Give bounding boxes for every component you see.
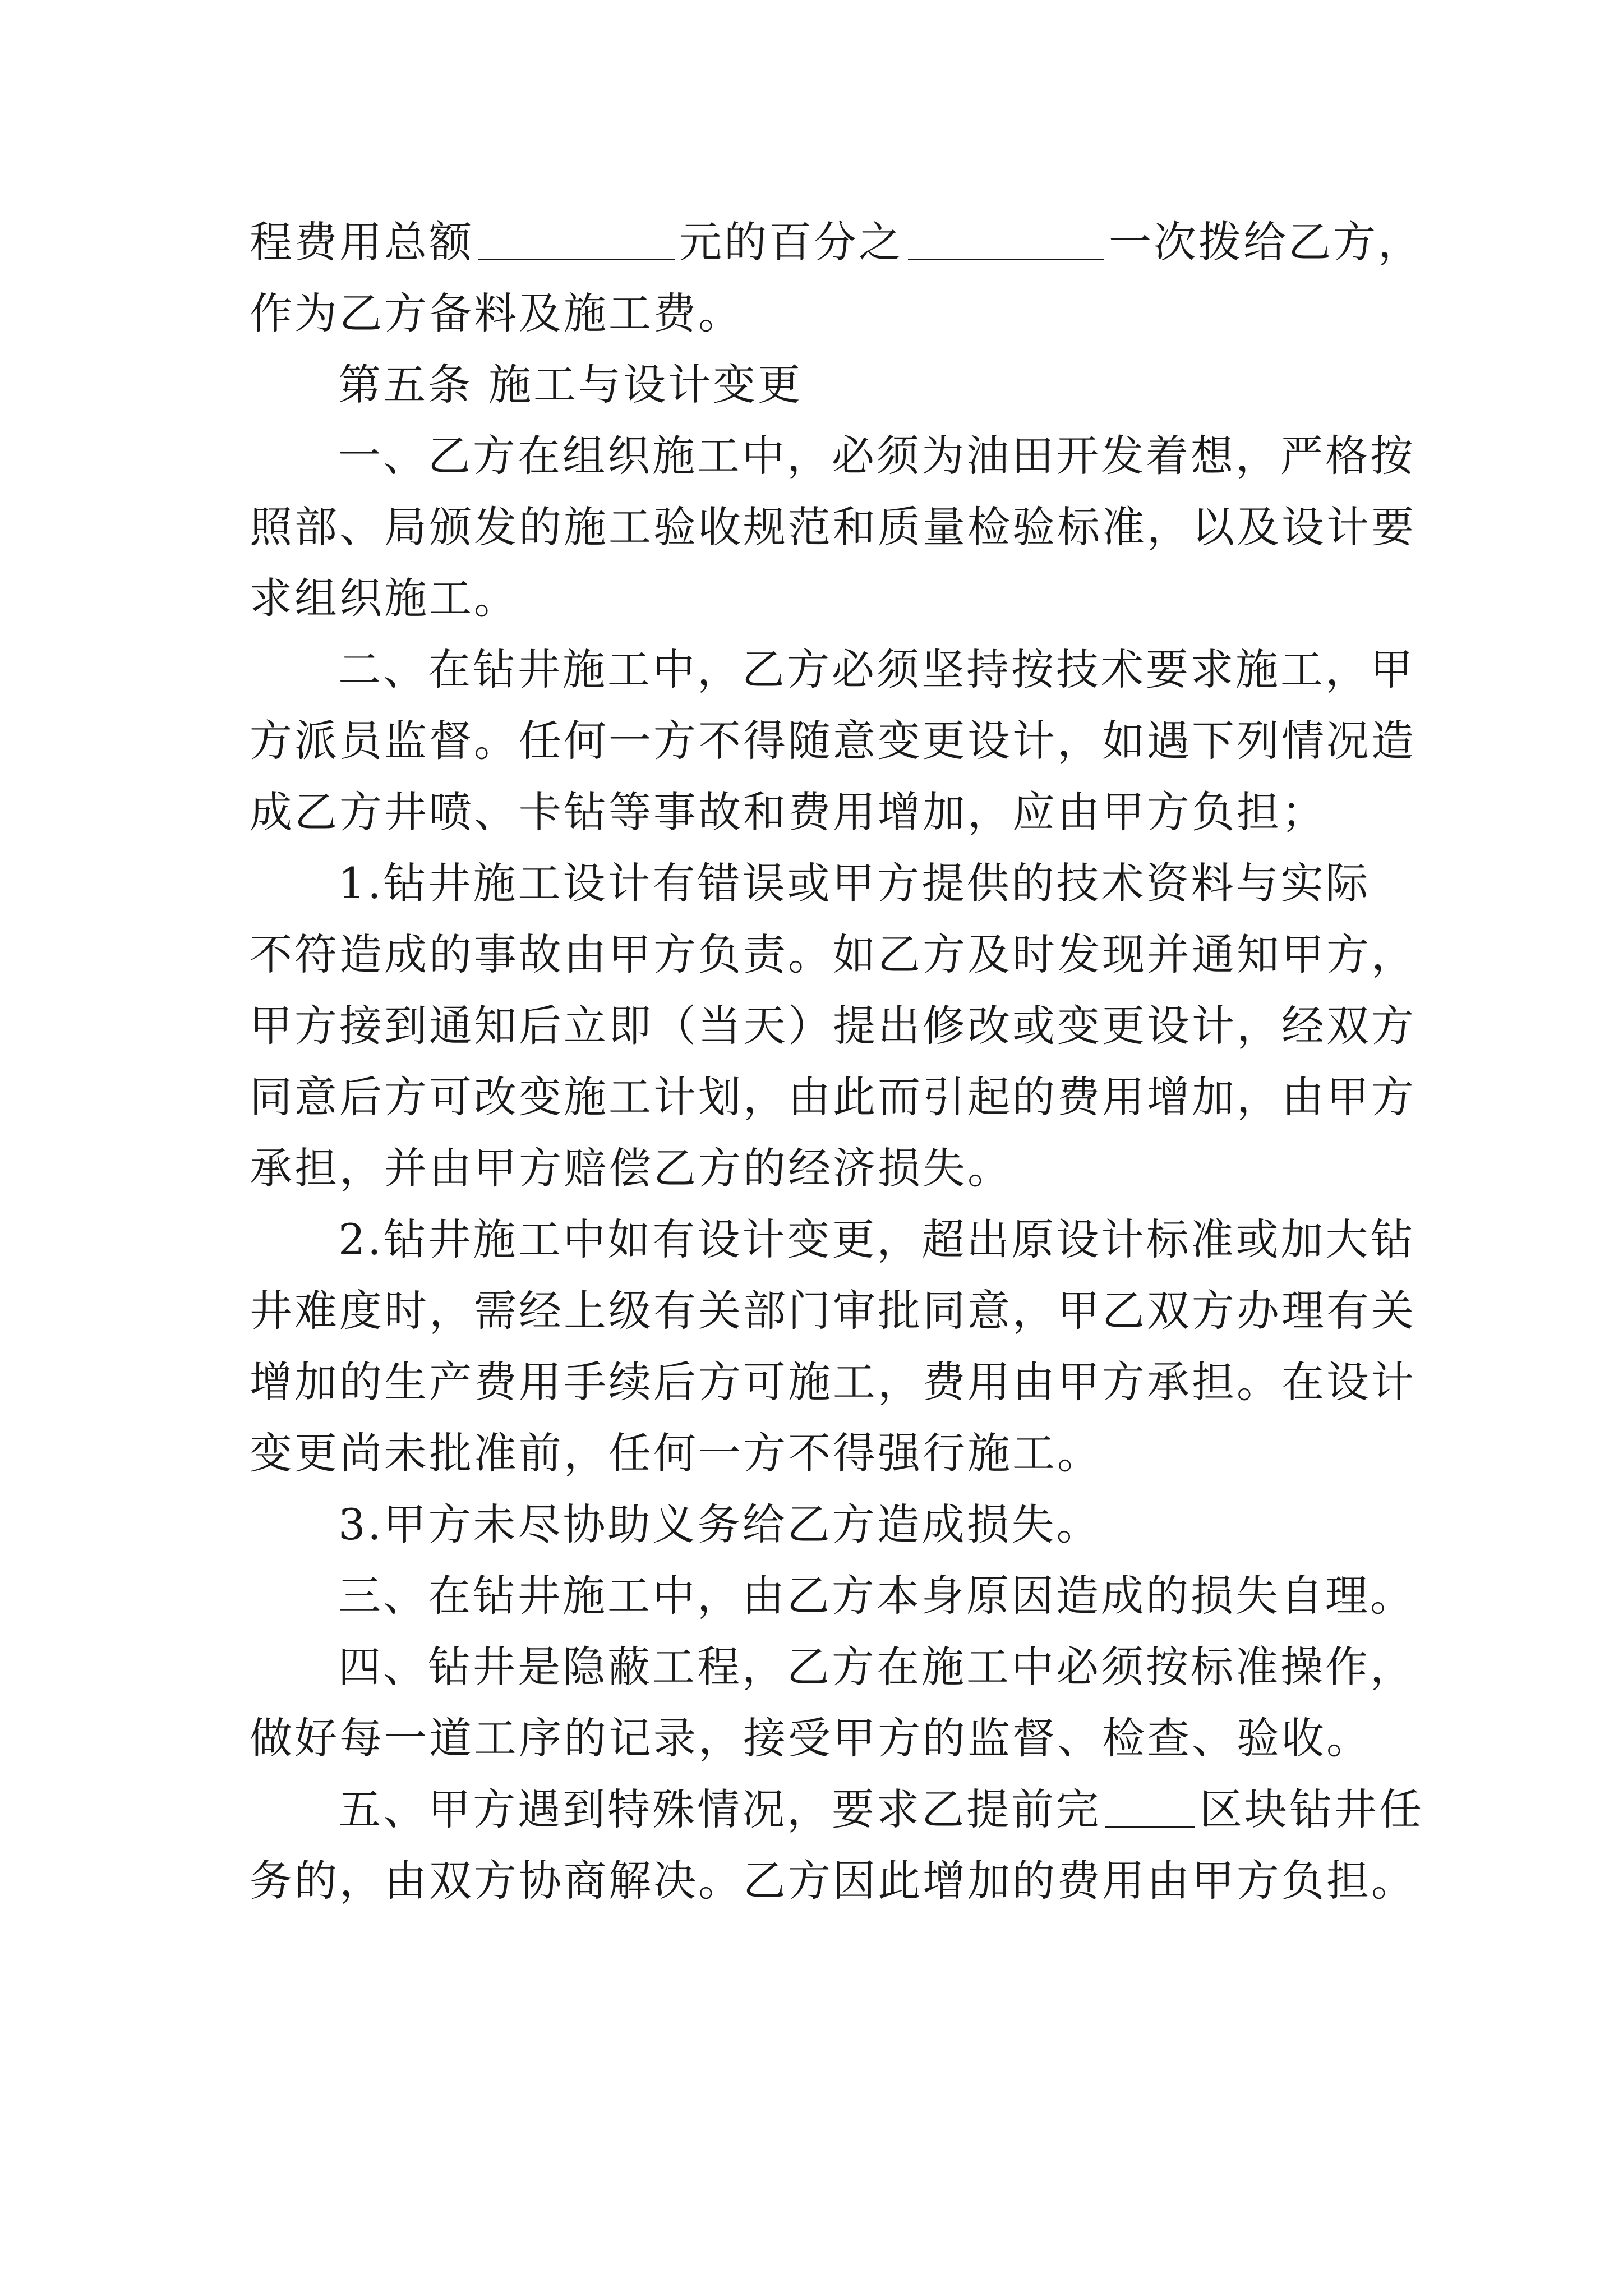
paragraph-line: 井难度时，需经上级有关部门审批同意，甲乙双方办理有关 [250, 1286, 1416, 1336]
paragraph-line: 求组织施工。 [250, 573, 519, 623]
fill-in-blank [478, 218, 675, 260]
paragraph-line: 增加的生产费用手续后方可施工，费用由甲方承担。在设计 [250, 1357, 1416, 1407]
paragraph-line: 照部、局颁发的施工验收规范和质量检验标准，以及设计要 [250, 502, 1416, 552]
fill-in-blank [1105, 1786, 1195, 1828]
paragraph-line: 做好每一道工序的记录，接受甲方的监督、检查、验收。 [250, 1713, 1371, 1763]
paragraph-line: 三、在钻井施工中，由乙方本身原因造成的损失自理。 [338, 1571, 1415, 1621]
paragraph-line: 务的，由双方协商解决。乙方因此增加的费用由甲方负担。 [250, 1856, 1416, 1906]
paragraph-line: 承担，并由甲方赔偿乙方的经济损失。 [250, 1143, 1012, 1193]
paragraph-line: 二、在钻井施工中，乙方必须坚持按技术要求施工，甲 [338, 645, 1415, 694]
fill-in-blank [908, 218, 1104, 260]
paragraph-line: 变更尚未批准前，任何一方不得强行施工。 [250, 1428, 1102, 1478]
section-heading: 第五条 施工与设计变更 [338, 360, 803, 409]
document-body [250, 206, 1424, 1916]
paragraph-line: 方派员监督。任何一方不得随意变更设计，如遇下列情况造 [250, 716, 1416, 766]
paragraph-line: 作为乙方备料及施工费。 [250, 288, 743, 338]
paragraph-line: 成乙方井喷、卡钻等事故和费用增加，应由甲方负担； [250, 787, 1326, 837]
paragraph-line: 四、钻井是隐蔽工程，乙方在施工中必须按标准操作， [338, 1642, 1415, 1692]
paragraph-line: 一、乙方在组织施工中，必须为油田开发着想，严格按 [338, 431, 1415, 481]
text-run: 五、甲方遇到特殊情况，要求乙提前完 [338, 1784, 1101, 1834]
paragraph-line [250, 1774, 1424, 1845]
paragraph-line: 甲方接到通知后立即（当天）提出修改或变更设计，经双方 [250, 1001, 1416, 1051]
paragraph-line: 3.甲方未尽协助义务给乙方造成损失。 [338, 1499, 1101, 1549]
text-run: 程费用总额 [250, 217, 474, 267]
text-run: 元的百分之 [679, 217, 903, 267]
paragraph-line: 不符造成的事故由甲方负责。如乙方及时发现并通知甲方， [250, 930, 1416, 979]
paragraph-line: 2.钻井施工中如有设计变更，超出原设计标准或加大钻 [338, 1214, 1415, 1264]
text-run: 区块钻井任 [1200, 1784, 1424, 1834]
text-run: 一次拨给乙方， [1109, 217, 1423, 267]
paragraph-line: 同意后方可改变施工计划，由此而引起的费用增加，由甲方 [250, 1072, 1416, 1122]
paragraph-line: 1.钻井施工设计有错误或甲方提供的技术资料与实际 [338, 858, 1371, 908]
paragraph-line [250, 206, 1423, 278]
